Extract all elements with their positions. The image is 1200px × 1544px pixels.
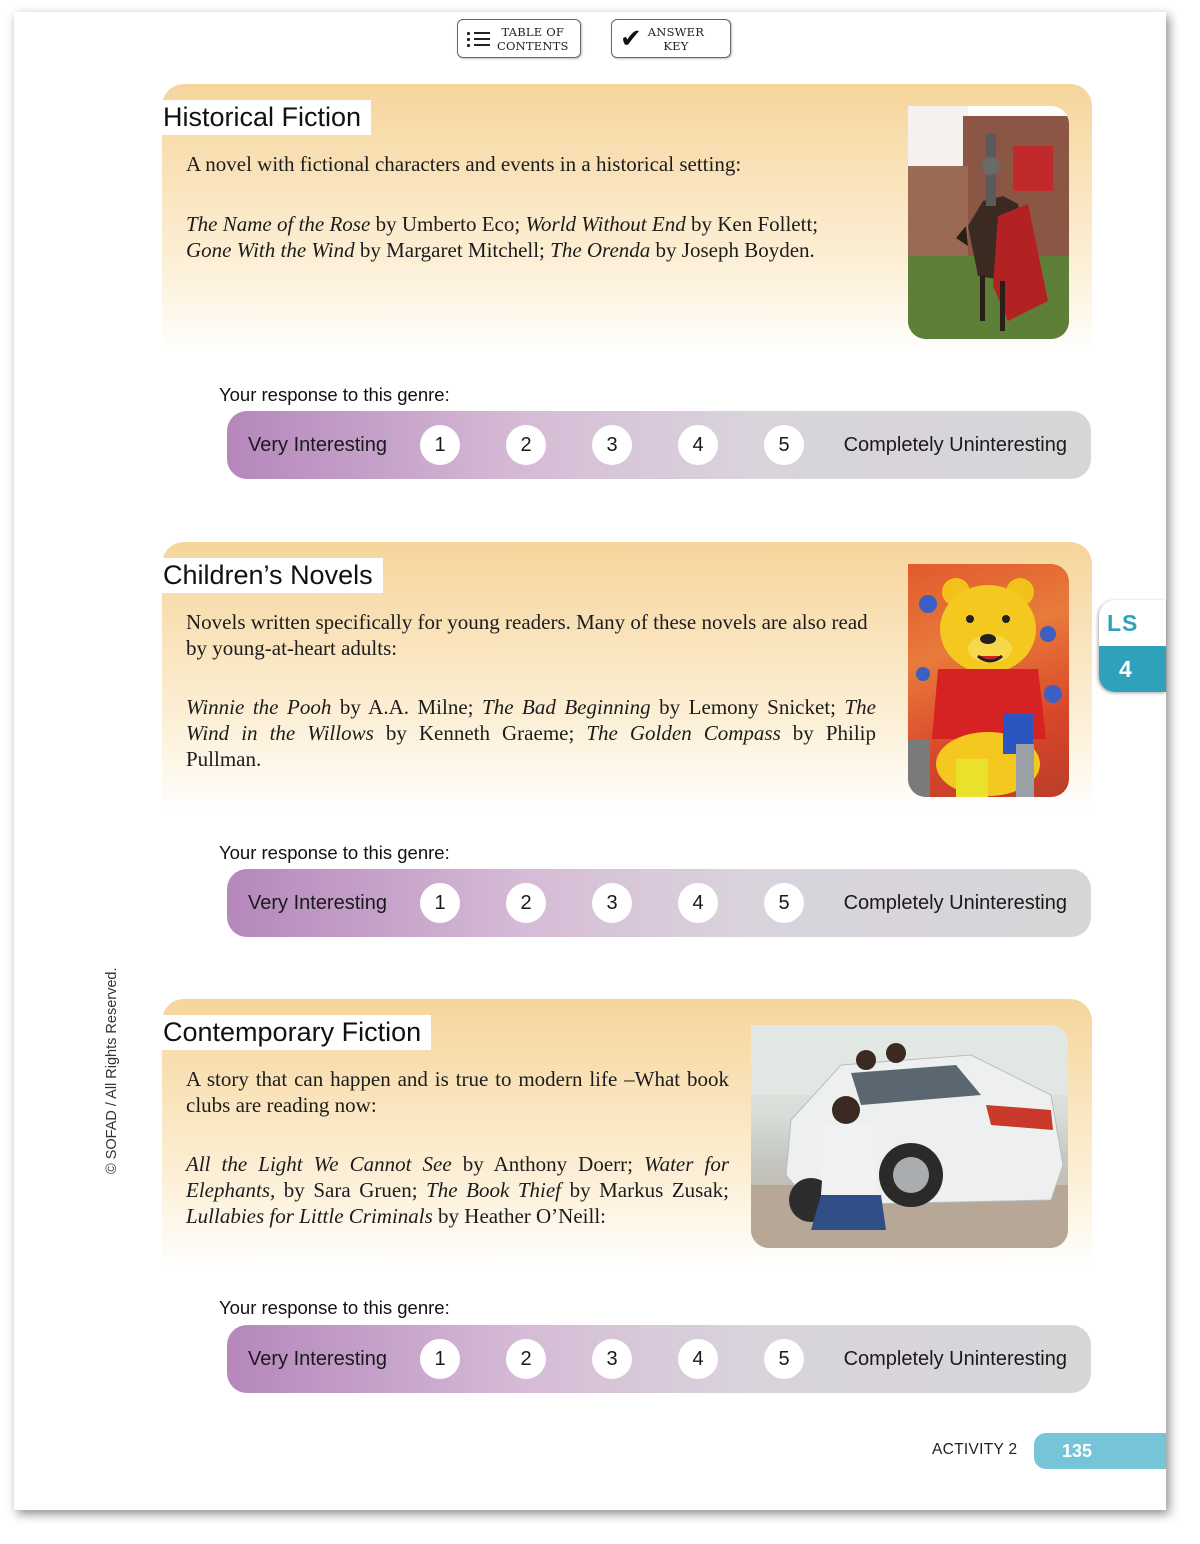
genre-card-historical-fiction xyxy=(162,84,1092,354)
table-of-contents-button[interactable] xyxy=(457,19,581,58)
family-changing-tire-photo xyxy=(751,1025,1068,1248)
section-tab[interactable] xyxy=(1099,600,1166,692)
genre-description: A novel with fictional characters and events in a historical setting: xyxy=(186,152,742,176)
checkmark-icon: ✔ xyxy=(620,23,642,54)
genre-card-contemporary-fiction xyxy=(162,999,1092,1269)
rating-option-1[interactable]: 1 xyxy=(420,883,460,923)
book-title: Water for Elephants, xyxy=(186,1152,729,1202)
rating-option-4[interactable]: 4 xyxy=(678,1339,718,1379)
genre-title: Contemporary Fiction xyxy=(162,1015,431,1050)
winnie-the-pooh-photo xyxy=(908,564,1069,797)
knight-photo xyxy=(908,106,1069,339)
book-title: The Name of the Rose xyxy=(186,212,371,236)
book-title: The Bad Beginning xyxy=(482,695,651,719)
scale-left-label: Very Interesting xyxy=(248,433,387,456)
response-label: Your response to this genre: xyxy=(219,842,450,863)
rating-option-3[interactable]: 3 xyxy=(592,425,632,465)
genre-book-list xyxy=(186,211,886,263)
rating-option-4[interactable]: 4 xyxy=(678,425,718,465)
scale-left-label: Very Interesting xyxy=(248,1347,387,1370)
genre-book-list xyxy=(186,694,876,772)
rating-option-3[interactable]: 3 xyxy=(592,1339,632,1379)
book-title: Gone With the Wind xyxy=(186,238,355,262)
activity-label: ACTIVITY 2 xyxy=(932,1441,1018,1458)
rating-option-4[interactable]: 4 xyxy=(678,883,718,923)
book-title: The Golden Compass xyxy=(586,721,781,745)
book-author: by Anthony Doerr; xyxy=(451,1152,645,1176)
book-author: by Margaret Mitchell; xyxy=(354,238,551,262)
answer-key-label: ANSWER KEY xyxy=(647,24,705,53)
scale-right-label: Completely Uninteresting xyxy=(843,1347,1067,1370)
genre-title: Historical Fiction xyxy=(162,100,371,135)
response-label: Your response to this genre: xyxy=(219,384,450,405)
section-number: 4 xyxy=(1099,646,1166,692)
rating-option-2[interactable]: 2 xyxy=(506,1339,546,1379)
genre-description: A story that can happen and is true to modern life –What book clubs are reading now: xyxy=(186,1067,729,1117)
rating-option-5[interactable]: 5 xyxy=(764,425,804,465)
scale-right-label: Completely Uninteresting xyxy=(843,891,1067,914)
genre-description: Novels written specifically for young readers. Many of these novels are also read by young-at-heart adults: xyxy=(186,610,868,660)
book-title: All the Light We Cannot See xyxy=(186,1152,452,1176)
response-label: Your response to this genre: xyxy=(219,1297,450,1318)
copyright-notice: © SOFAD / All Rights Reserved. xyxy=(104,967,120,1174)
rating-option-2[interactable]: 2 xyxy=(506,425,546,465)
book-author: by Kenneth Graeme; xyxy=(373,721,587,745)
book-author: by Ken Follett; xyxy=(685,212,819,236)
knight-on-horse-icon xyxy=(908,106,1069,339)
pooh-bear-icon xyxy=(908,564,1069,797)
genre-card-childrens-novels xyxy=(162,542,1092,812)
scale-right-label: Completely Uninteresting xyxy=(843,433,1067,456)
scale-left-label: Very Interesting xyxy=(248,891,387,914)
rating-option-3[interactable]: 3 xyxy=(592,883,632,923)
rating-option-1[interactable]: 1 xyxy=(420,425,460,465)
book-title: Lullabies for Little Criminals xyxy=(186,1204,433,1228)
book-author: by Lemony Snicket; xyxy=(650,695,845,719)
genre-book-list xyxy=(186,1151,729,1229)
response-scale xyxy=(227,411,1091,479)
book-author: by Philip Pullman. xyxy=(186,721,876,771)
response-scale xyxy=(227,1325,1091,1393)
car-icon xyxy=(751,1025,1068,1248)
book-title: The Wind in the Willows xyxy=(186,695,876,745)
list-icon xyxy=(467,29,493,49)
book-author: by A.A. Milne; xyxy=(331,695,483,719)
toc-label: TABLE OF CONTENTS xyxy=(497,24,569,53)
book-author: by Heather O’Neill: xyxy=(432,1204,606,1228)
page-number: 135 xyxy=(1034,1433,1166,1469)
rating-option-1[interactable]: 1 xyxy=(420,1339,460,1379)
section-code: LS xyxy=(1107,609,1139,636)
book-title: World Without End xyxy=(525,212,686,236)
answer-key-button[interactable] xyxy=(611,19,731,58)
book-author: by Sara Gruen; xyxy=(275,1178,427,1202)
book-author: by Umberto Eco; xyxy=(370,212,526,236)
rating-option-5[interactable]: 5 xyxy=(764,1339,804,1379)
response-scale xyxy=(227,869,1091,937)
book-author: by Markus Zusak; xyxy=(561,1178,729,1202)
rating-option-5[interactable]: 5 xyxy=(764,883,804,923)
genre-title: Children’s Novels xyxy=(162,558,383,593)
book-title: The Orenda xyxy=(550,238,651,262)
book-title: The Book Thief xyxy=(426,1178,562,1202)
rating-option-2[interactable]: 2 xyxy=(506,883,546,923)
book-author: by Joseph Boyden. xyxy=(650,238,815,262)
book-title: Winnie the Pooh xyxy=(186,695,332,719)
